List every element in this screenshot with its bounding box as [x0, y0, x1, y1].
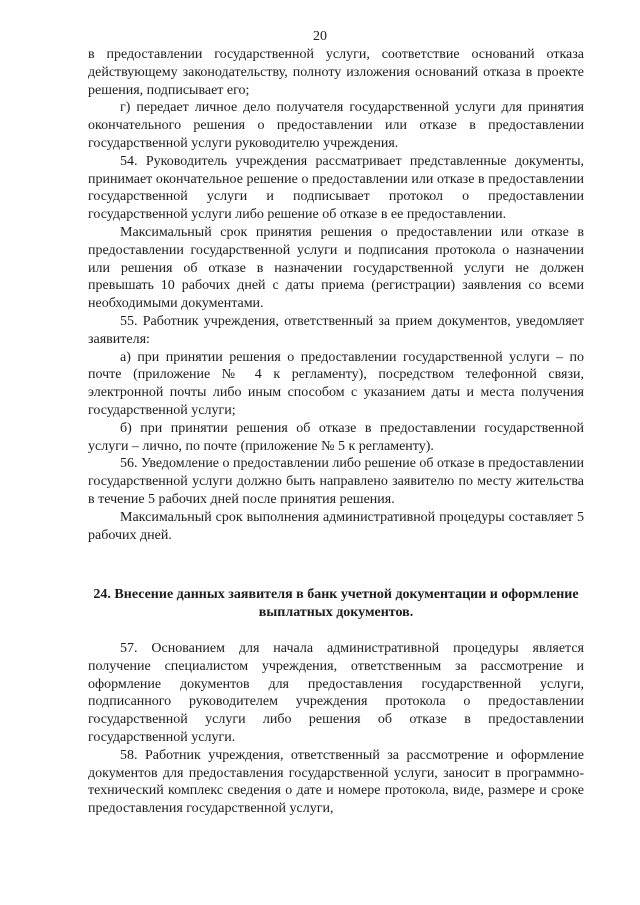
section-heading: 24. Внесение данных заявителя в банк учетной документации и оформление выплатных документов. [93, 587, 579, 620]
paragraph: Максимальный срок выполнения административной процедуры составляет 5 рабочих дней. [88, 509, 584, 543]
paragraph: б) при принятии решения об отказе в предоставлении государственной услуги – лично, по почте (приложение № 5 к регламенту). [88, 420, 584, 454]
paragraph: 57. Основанием для начала административной процедуры является получение специалистом учреждения, ответственным за рассмотрение и оформление документов для предоставления государственной услуги, подписанного руководителем учреждения протокола о предоставлении государственной услуги либо решения об отказе в предоставлении государственной услуги. [88, 641, 584, 745]
paragraph: 58. Работник учреждения, ответственный за рассмотрение и оформление документов для предоставления государственной услуги, заносит в программно-технический комплекс сведения о дате и номере протокола, виде, размере и сроке предоставления государственной услуги, [88, 747, 584, 817]
paragraph: 55. Работник учреждения, ответственный за прием документов, уведомляет заявителя: [88, 313, 584, 347]
page-number: 20 [313, 29, 327, 44]
body-text-bottom [88, 640, 584, 818]
paragraph: г) передает личное дело получателя государственной услуги для принятия окончательного решения о предоставлении или отказе в предоставлении государственной услуги руководителю учреждения. [88, 100, 584, 151]
paragraph: 54. Руководитель учреждения рассматривает представленные документы, принимает окончательное решение о предоставлении или отказе в предоставлении государственной услуги и подписывает протокол о предоставлении государственной услуги либо решение об отказе в ее предоставлении. [88, 153, 584, 223]
paragraph: в предоставлении государственной услуги, соответствие оснований отказа действующему законодательству, полноту изложения оснований отказа в проекте решения, подписывает его; [88, 47, 584, 98]
body-text-top [88, 46, 584, 544]
paragraph: 56. Уведомление о предоставлении либо решение об отказе в предоставлении государственной услуги должно быть направлено заявителю по месту жительства в течение 5 рабочих дней после принятия решения. [88, 456, 584, 507]
paragraph: Максимальный срок принятия решения о предоставлении или отказе в предоставлении государственной услуги и подписания протокола о назначении или решения об отказе в назначении государственной услуги не должен превышать 10 рабочих дней с даты приема (регистрации) заявления со всеми необходимыми документами. [88, 224, 584, 312]
paragraph: а) при принятии решения о предоставлении государственной услуги – по почте (приложение № 4 к регламенту), посредством телефонной связи, электронной почты либо иным способом с указанием даты и места получения государственной услуги; [88, 349, 584, 418]
